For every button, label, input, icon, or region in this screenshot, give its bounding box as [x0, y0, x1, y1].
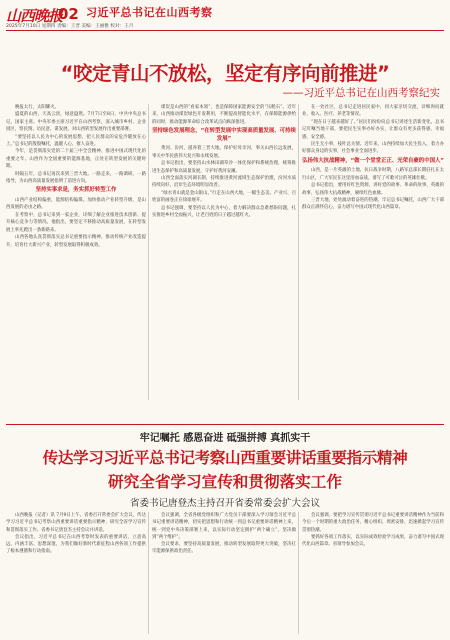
column-divider: [298, 104, 299, 400]
paragraph: 山西各地认真贯彻落实总书记重要指示精神，推动传统产业改造提升，培育壮大新兴产业，转型发展取得积极成效。: [6, 235, 146, 248]
column-divider: [148, 512, 149, 634]
paragraph: 总书记指出，要坚持山水林田湖草沙一体化保护和系统治理，统筹推进生态保护和高质量发展，守护好黄河安澜。: [152, 161, 296, 174]
top-story-column-1: [6, 104, 146, 402]
paragraph: 三晋大地，处处涌动着奋进的热潮。牢记总书记嘱托，山西广大干部群众正满怀信心，奋力谱写中国式现代化山西篇章。: [302, 198, 444, 211]
top-story-column-3: [302, 104, 444, 402]
page-number: 02: [58, 5, 79, 23]
paragraph: 会议要求，要坚持高质量发展，推动转型发展取得更大突破，坚决扛牢能源保供政治责任。: [152, 542, 296, 555]
header-rule: [6, 30, 444, 31]
lower-deck: 省委书记唐登杰主持召开省委常委会扩大会议: [129, 498, 320, 509]
paragraph: “要坚持以人民为中心的发展思想，把人民群众的安危冷暖放在心上。”总书记的殷殷嘱托，温暖人心、催人奋进。: [6, 134, 146, 148]
paragraph: 山西，是一片英雄的土地。抗日战争时期，八路军总部长期驻扎在太行山区，广大军民在这里浴血奋战，谱写了可歌可泣的英雄壮歌。: [302, 168, 444, 181]
lower-story-column-2: [152, 512, 296, 636]
paragraph: 总书记指出，要用好红色资源，讲好党的故事、革命的故事、英雄的故事，弘扬伟大抗战精神，赓续红色血脉。: [302, 183, 444, 196]
column-divider: [298, 512, 299, 634]
paragraph: 民生无小事，枝叶总关情。近年来，山西持续加大民生投入，着力办好群众身边的实事，社会事业全面进步。: [302, 142, 444, 155]
subsection-heading: 弘扬伟大抗战精神，“做一个堂堂正正、光荣自豪的中国人”: [302, 157, 444, 164]
paragraph: “绿水青山就是金山银山。”行走在山西大地，一幅生态美、产业兴、百姓富的画卷正在徐徐展开。: [152, 190, 296, 204]
paragraph: 时隔五年，总书记再次来到三晋大地。一路走来，一路调研，一路指导，为山西高质量发展指明了前进方向。: [6, 171, 146, 185]
paragraph: 盛夏的山西，天高云淡，绿意盎然。7月7日至8日，中共中央总书记、国家主席、中央军委主席习近平在山西考察，深入城市乡村、企业园区，察民情、访民意、谋发展，对山西转型发展作出重要部署。: [6, 112, 146, 133]
main-headline: “咬定青山不放松，坚定有序向前推进”: [60, 62, 390, 85]
section-rule: [6, 424, 444, 425]
paragraph: 山西全面落实河湖长制，持续推进黄河流域生态保护治理，汾河水质持续向好，沿岸生态环境明显改善。: [152, 176, 296, 189]
masthead-logo: 山西晚报: [6, 7, 63, 25]
dateline: 2025年7月10日 星期四 责编：王晋 美编：王丽雅 校对：王月: [6, 24, 134, 29]
paragraph: 总书记强调，要坚持以人民为中心，着力解决群众急难愁盼问题，扎实推进乡村全面振兴，让老百姓的日子越过越红火。: [152, 205, 296, 219]
subsection-heading: 坚持实事求是，务实抓好转型工作: [35, 187, 117, 194]
main-subhead: ——习近平总书记在山西考察纪实: [282, 87, 440, 99]
paragraph: 要抓好各项工作落实，以实际成效检验学习成果，奋力谱写中国式现代化山西篇章。省领导参加会议。: [302, 534, 444, 548]
lower-story-column-1: [6, 512, 146, 636]
lower-headline-line1: 传达学习习近平总书记考察山西重要讲话重要指示精神: [42, 449, 408, 467]
subsection-heading: 坚持绿色发展理念，“在转型发展中实现高质量发展、可持续发展”: [152, 128, 296, 142]
paragraph: 会议强调，全省各级党组织和广大党员干部要深入学习领会习近平总书记重要讲话精神，切实把思想和行动统一到总书记重要讲话精神上来，统一到党中央决策部署上来，以实际行动坚定拥护“两个确立”、坚决做到“两个维护”。: [152, 513, 296, 540]
paragraph: 在一处社区，总书记走进居民家中，同大家亲切交流，详细询问就业、收入、医疗、养老等情况。: [302, 105, 444, 118]
paragraph: “现在日子越来越好了。”居民们纷纷向总书记讲述生活新变化。总书记叮嘱当地干部，要把民生实事办好办实，让群众有更多获得感、幸福感、安全感。: [302, 119, 444, 140]
paragraph: 今年，是贯彻落实党的二十届三中全会精神、推进中国式现代化的重要之年。山西作为全国重要的能源基地，正处在转型发展的关键时期。: [6, 149, 146, 170]
lower-kicker: 牢记嘱托 感恩奋进 砥强拼搏 真抓实干: [139, 433, 311, 444]
top-story-column-2: [152, 104, 296, 402]
paragraph: 煤炭是山西的“看家本领”，也是保障国家能源安全的“压舱石”。近年来，山西推动煤炭绿色开发利用，不断提高智能化水平，在保障能源供给的同时，推动能源革命综合改革试点向纵深推进。: [152, 105, 296, 125]
lower-headline-line2: 研究全省学习宣传和贯彻落实工作: [108, 473, 342, 491]
paragraph: 在考察中，总书记来到一家企业，详细了解企业推进技术创新、提升核心竞争力等情况。他指出，要坚定不移推动高质量发展，在转型发展上率先蹚出一条新路来。: [6, 212, 146, 233]
lower-story-column-3: [302, 512, 444, 636]
column-divider: [148, 104, 149, 400]
paragraph: 山西晚报（记者）讯 7月9日上午，省委召开常委会扩大会议，传达学习习近平总书记考察山西重要讲话重要指示精神，研究全省学习宣传和贯彻落实工作。省委书记唐登杰主持会议并讲话。: [6, 513, 146, 533]
paragraph: 晚报太行，太阳耀火。: [15, 105, 59, 110]
section-title: 习近平总书记在山西考察: [86, 6, 213, 19]
paragraph: 黄河、汾河，滋养着三晋大地。保护好母亲河，事关山西长远发展，事关中华民族伟大复兴和永续发展。: [152, 146, 296, 159]
paragraph: 山西产业结构偏重，能源结构偏煤。加快推动产业转型升级，是山西发展的必由之路。: [6, 198, 146, 211]
paragraph: 会议指出，习近平总书记在山西考察时发表的重要讲话，立意高远、内涵丰富、思想深邃，为我们做好新时代新征程山西各项工作提供了根本遵循和行动指南。: [6, 534, 146, 555]
paragraph: 会议强调，要把学习宣传贯彻习近平总书记重要讲话精神作为当前和今后一个时期的重大政治任务，精心组织、周密安排，迅速掀起学习宣传贯彻热潮。: [302, 513, 444, 533]
